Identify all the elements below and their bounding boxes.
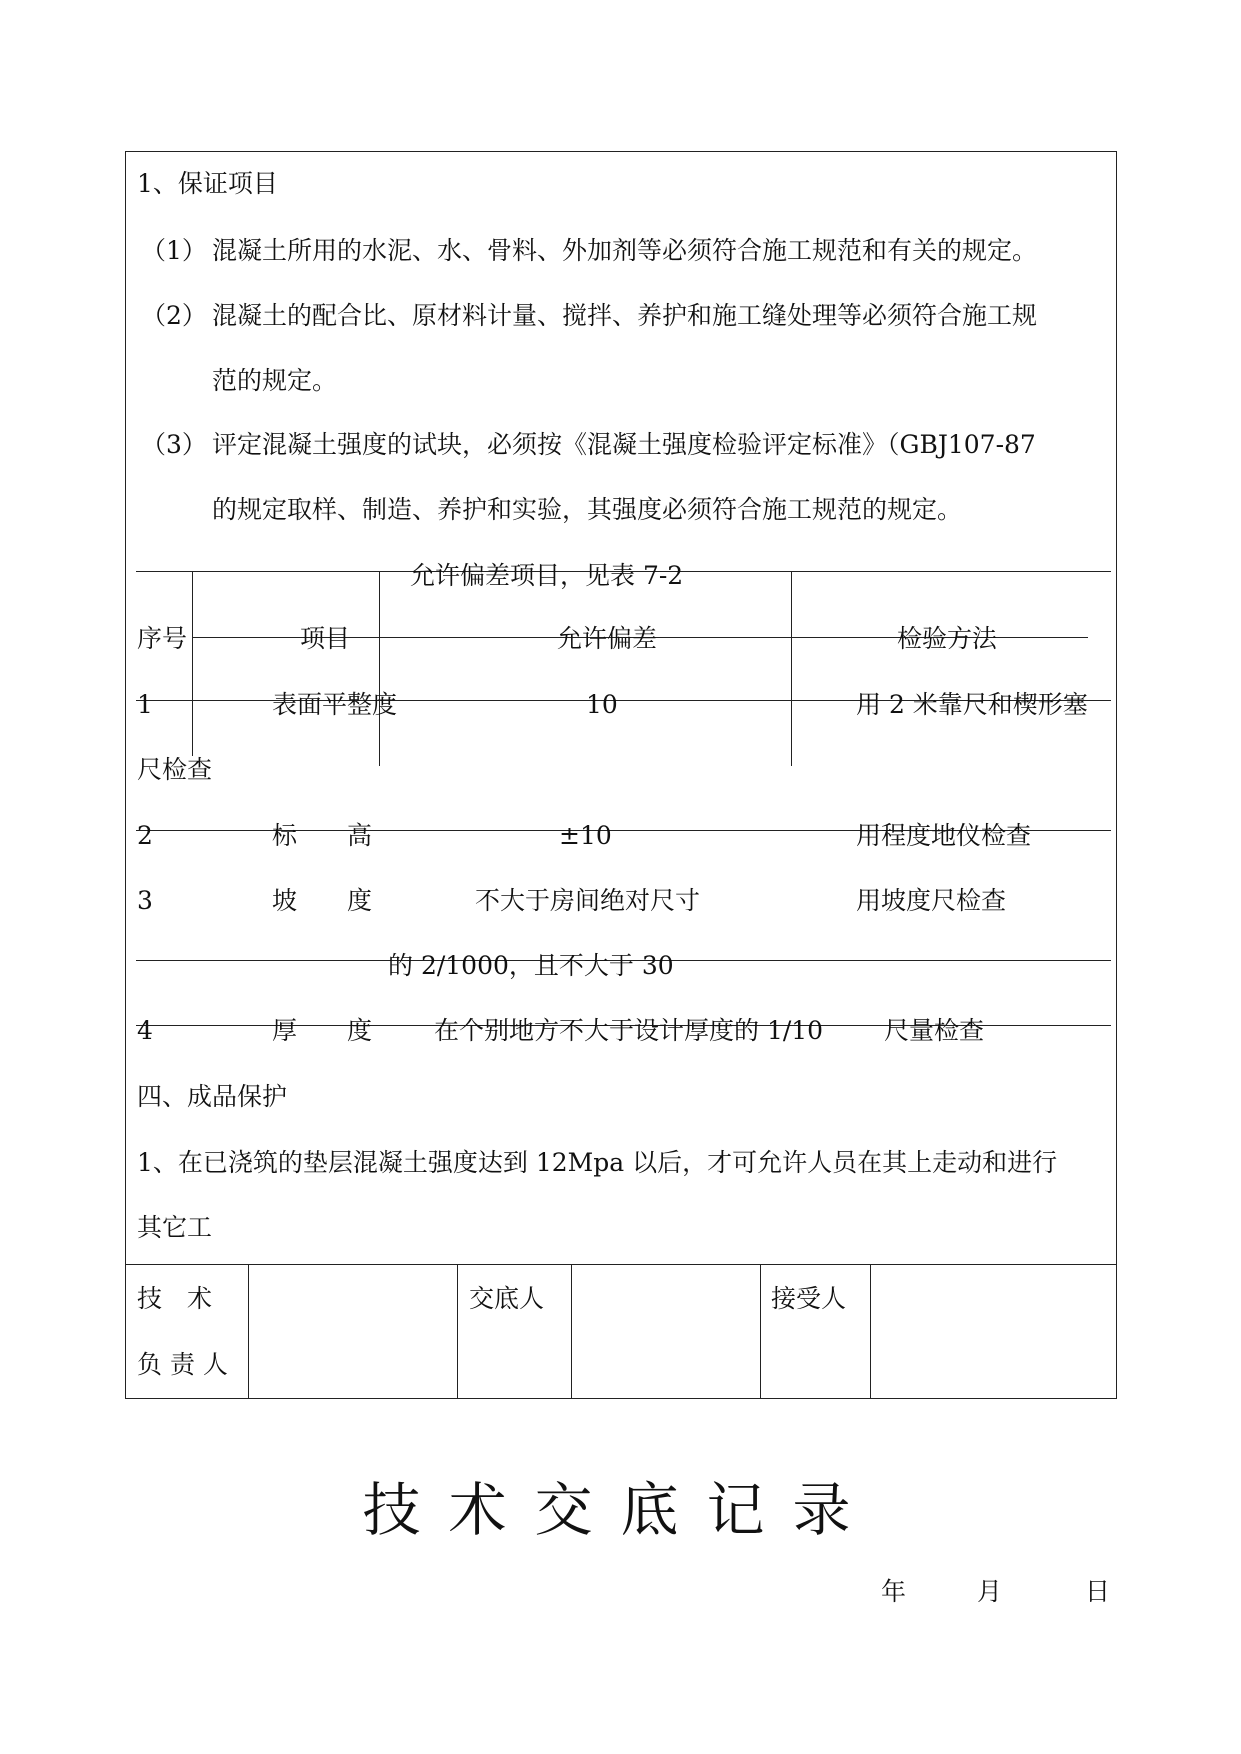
header-tolerance: 允许偏差 bbox=[557, 624, 658, 653]
row2-no: 2 bbox=[137, 821, 153, 850]
section4-line-1: 1、在已浇筑的垫层混凝土强度达到 12Mpa 以后，才可允许人员在其上走动和进行 bbox=[137, 1148, 1058, 1177]
row2-tolerance: ±10 bbox=[559, 821, 612, 850]
item-3-number: （3） bbox=[141, 430, 207, 459]
row2-item: 标 高 bbox=[272, 821, 373, 850]
date-day-label: 日 bbox=[1085, 1577, 1111, 1606]
row1-method-continued: 尺检查 bbox=[137, 755, 213, 784]
tech-lead-label-line-2: 负 责 人 bbox=[137, 1350, 228, 1379]
row3-tolerance: 不大于房间绝对尺寸 bbox=[475, 886, 701, 915]
table-vline-2 bbox=[379, 571, 380, 766]
item-3-line-1: 评定混凝土强度的试块，必须按《混凝土强度检验评定标准》（GBJ107-87 bbox=[212, 430, 1036, 459]
signature-divider-4 bbox=[760, 1264, 761, 1399]
row3-no: 3 bbox=[137, 886, 153, 915]
row4-tolerance: 在个别地方不大于设计厚度的 1/10 bbox=[434, 1016, 824, 1045]
receiver-label: 接受人 bbox=[771, 1284, 847, 1313]
row4-item: 厚 度 bbox=[272, 1016, 373, 1045]
signature-divider-5 bbox=[870, 1264, 871, 1399]
section1-heading: 1、保证项目 bbox=[137, 169, 278, 198]
row3-tolerance-continued: 的 2/1000，且不大于 30 bbox=[388, 951, 674, 980]
item-1-line-1: 混凝土所用的水泥、水、骨料、外加剂等必须符合施工规范和有关的规定。 bbox=[212, 236, 1038, 265]
row4-no: 4 bbox=[137, 1016, 153, 1045]
item-1-number: （1） bbox=[141, 236, 207, 265]
table-vline-3 bbox=[791, 571, 792, 766]
row3-item: 坡 度 bbox=[272, 886, 373, 915]
document-frame bbox=[125, 151, 1117, 1399]
discloser-label: 交底人 bbox=[469, 1284, 545, 1313]
signature-divider-3 bbox=[571, 1264, 572, 1399]
header-method: 检验方法 bbox=[897, 624, 998, 653]
tech-lead-signature-field[interactable] bbox=[250, 1266, 455, 1397]
section4-line-2: 其它工 bbox=[137, 1213, 213, 1242]
row1-tolerance: 10 bbox=[586, 690, 618, 719]
date-year-label: 年 bbox=[881, 1577, 907, 1606]
tech-lead-label-line-1: 技 术 bbox=[137, 1284, 213, 1313]
row1-item: 表面平整度 bbox=[272, 690, 398, 719]
receiver-signature-field[interactable] bbox=[872, 1266, 1115, 1397]
signature-divider-1 bbox=[248, 1264, 249, 1399]
row1-method: 用 2 米靠尺和楔形塞 bbox=[856, 690, 1088, 719]
item-2-line-2: 范的规定。 bbox=[212, 366, 338, 395]
header-item: 项目 bbox=[300, 624, 351, 653]
item-2-number: （2） bbox=[141, 301, 207, 330]
item-2-line-1: 混凝土的配合比、原材料计量、搅拌、养护和施工缝处理等必须符合施工规 bbox=[212, 301, 1038, 330]
row2-method: 用程度地仪检查 bbox=[856, 821, 1032, 850]
row1-no: 1 bbox=[137, 690, 153, 719]
discloser-signature-field[interactable] bbox=[573, 1266, 758, 1397]
date-month-label: 月 bbox=[977, 1577, 1003, 1606]
signature-divider-2 bbox=[457, 1264, 458, 1399]
table-caption: 允许偏差项目，见表 7-2 bbox=[410, 561, 684, 590]
section4-heading: 四、成品保护 bbox=[137, 1082, 288, 1111]
header-no: 序号 bbox=[137, 624, 188, 653]
row4-method: 尺量检查 bbox=[884, 1016, 985, 1045]
table-vline-1 bbox=[192, 571, 193, 756]
item-3-line-2: 的规定取样、制造、养护和实验，其强度必须符合施工规范的规定。 bbox=[212, 495, 963, 524]
page-title: 技术交底记录 bbox=[362, 1476, 879, 1544]
row3-method: 用坡度尺检查 bbox=[856, 886, 1007, 915]
